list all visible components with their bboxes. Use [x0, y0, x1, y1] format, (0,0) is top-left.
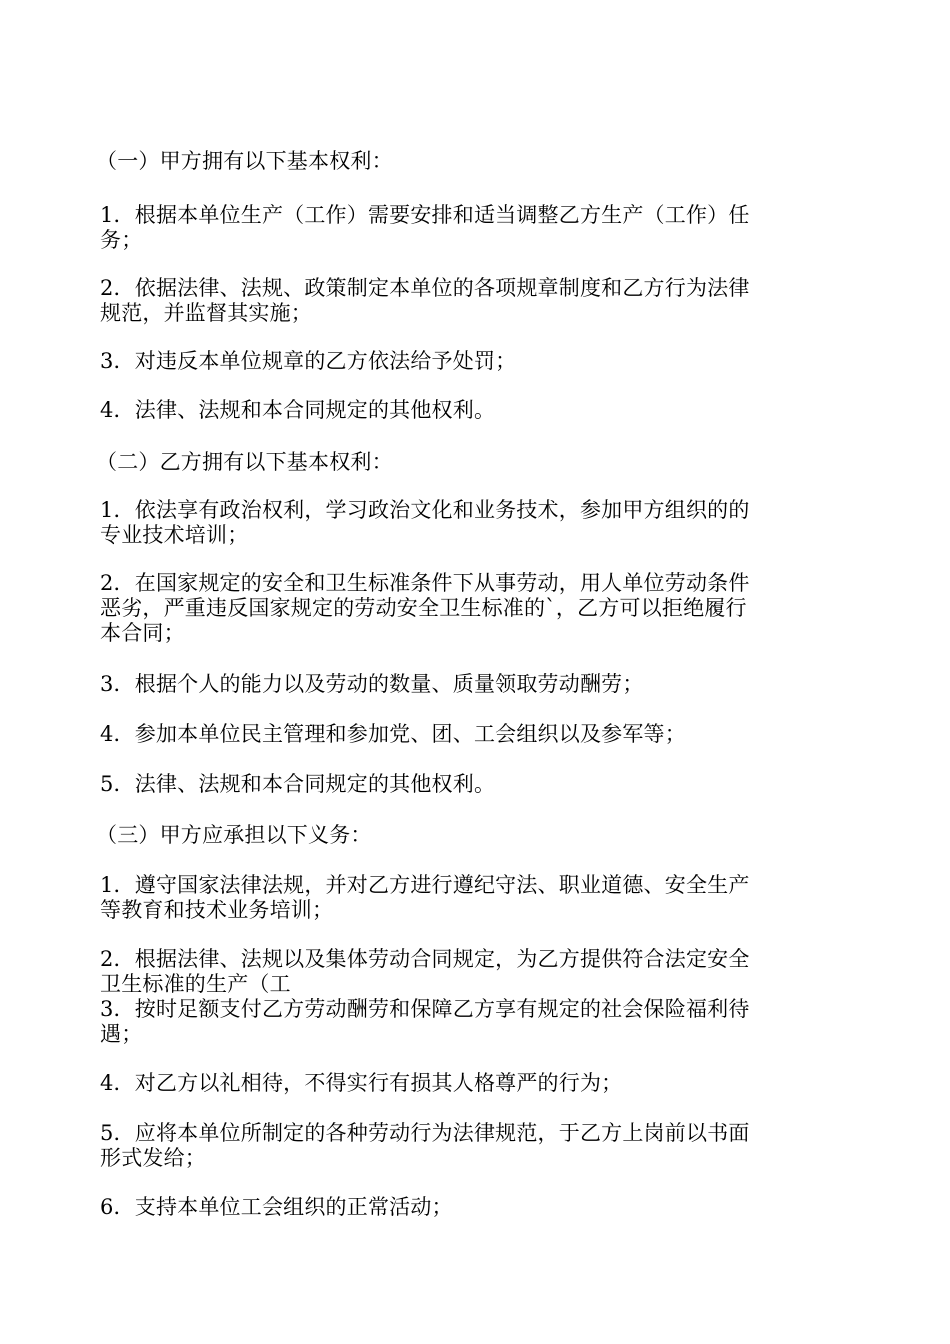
s3-item2-line1: 2．根据法律、法规以及集体劳动合同规定，为乙方提供符合法定安全 [100, 947, 750, 971]
s3-item3-line2: 遇； [100, 1022, 143, 1046]
s3-item3-line1: 3．按时足额支付乙方劳动酬劳和保障乙方享有规定的社会保险福利待 [100, 997, 750, 1021]
s3-item6: 6．支持本单位工会组织的正常活动； [100, 1195, 453, 1219]
section-3-heading: （三）甲方应承担以下义务： [96, 823, 372, 847]
s1-item3: 3．对违反本单位规章的乙方依法给予处罚； [100, 349, 517, 373]
s3-item1-line1: 1．遵守国家法律法规，并对乙方进行遵纪守法、职业道德、安全生产 [100, 873, 750, 897]
s2-item1-line2: 专业技术培训； [100, 523, 249, 547]
section-2-heading: （二）乙方拥有以下基本权利： [96, 450, 393, 474]
s1-item4: 4．法律、法规和本合同规定的其他权利。 [100, 398, 496, 422]
s1-item2-line1: 2．依据法律、法规、政策制定本单位的各项规章制度和乙方行为法律 [100, 276, 750, 300]
s3-item4: 4．对乙方以礼相待，不得实行有损其人格尊严的行为； [100, 1071, 623, 1095]
s3-item5-line2: 形式发给； [100, 1146, 206, 1170]
s3-item2-line2: 卫生标准的生产（工 [100, 972, 291, 996]
s2-item2-line1: 2．在国家规定的安全和卫生标准条件下从事劳动，用人单位劳动条件 [100, 571, 750, 595]
s2-item2-line2: 恶劣，严重违反国家规定的劳动安全卫生标准的`，乙方可以拒绝履行 [100, 596, 747, 620]
s2-item3: 3．根据个人的能力以及劳动的数量、质量领取劳动酬劳； [100, 672, 644, 696]
s1-item2-line2: 规范，并监督其实施； [100, 301, 312, 325]
s2-item5: 5．法律、法规和本合同规定的其他权利。 [100, 772, 496, 796]
s2-item2-line3: 本合同； [100, 621, 185, 645]
s3-item5-line1: 5．应将本单位所制定的各种劳动行为法律规范，于乙方上岗前以书面 [100, 1121, 750, 1145]
s3-item1-line2: 等教育和技术业务培训； [100, 898, 334, 922]
s2-item4: 4．参加本单位民主管理和参加党、团、工会组织以及参军等； [100, 722, 686, 746]
s1-item1-line1: 1．根据本单位生产（工作）需要安排和适当调整乙方生产（工作）任 [100, 203, 750, 227]
s1-item1-line2: 务； [100, 228, 143, 252]
section-1-heading: （一）甲方拥有以下基本权利： [96, 149, 393, 173]
s2-item1-line1: 1．依法享有政治权利，学习政治文化和业务技术，参加甲方组织的的 [100, 498, 750, 522]
